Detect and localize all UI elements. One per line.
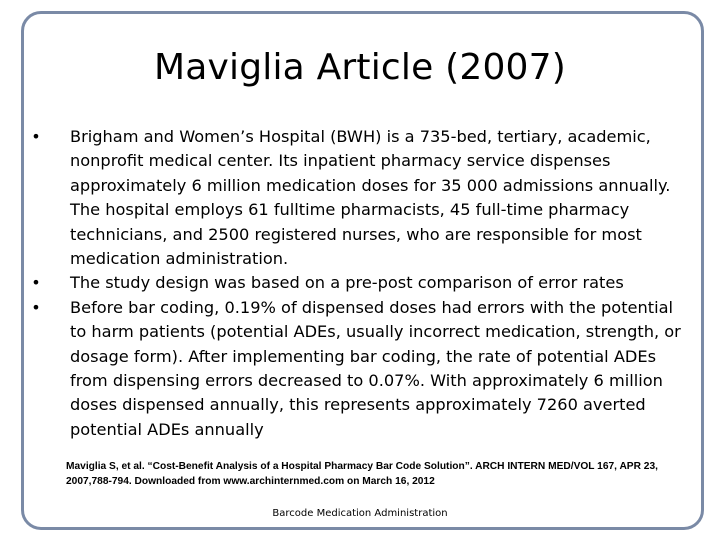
bullet-text: The study design was based on a pre-post comparison of error rates bbox=[70, 273, 624, 293]
bullet-item-study-design bbox=[26, 271, 686, 295]
bullet-item-results bbox=[26, 296, 686, 442]
bullet-icon: • bbox=[31, 127, 41, 146]
bullet-icon: • bbox=[31, 273, 41, 293]
slide-footer: Barcode Medication Administration bbox=[272, 508, 448, 519]
bullet-list bbox=[26, 125, 686, 442]
slide-title: Maviglia Article (2007) bbox=[153, 47, 567, 88]
citation: Maviglia S, et al. “Cost-Benefit Analysis of a Hospital Pharmacy Bar Code Solution”. ARCH INTERN MED/VOL 167, APR 23, 2007,788-794. Downloaded from www.archinternmed.com on March 16, 2012 bbox=[66, 461, 658, 487]
bullet-text: Before bar coding, 0.19% of dispensed doses had errors with the potential to harm patients (potential ADEs, usually incorrect medication, strength, or dosage form). After implementing bar coding, the rate of potential ADEs from dispensing errors decreased to 0.07%. With approximately 6 million doses dispensed annually, this represents approximately 7260 averted potential ADEs annually bbox=[70, 297, 681, 439]
bullet-icon: • bbox=[31, 297, 41, 317]
bullet-text: Brigham and Women’s Hospital (BWH) is a 735-bed, tertiary, academic, nonprofit medical center. Its inpatient pharmacy service dispenses approximately 6 million medication doses for 35 000 admissions annually. The hospital employs 61 fulltime pharmacists, 45 full-time pharmacy technicians, and 2500 registered nurses, who are responsible for most medication administration. bbox=[70, 127, 671, 269]
bullet-item-hospital bbox=[26, 125, 686, 271]
